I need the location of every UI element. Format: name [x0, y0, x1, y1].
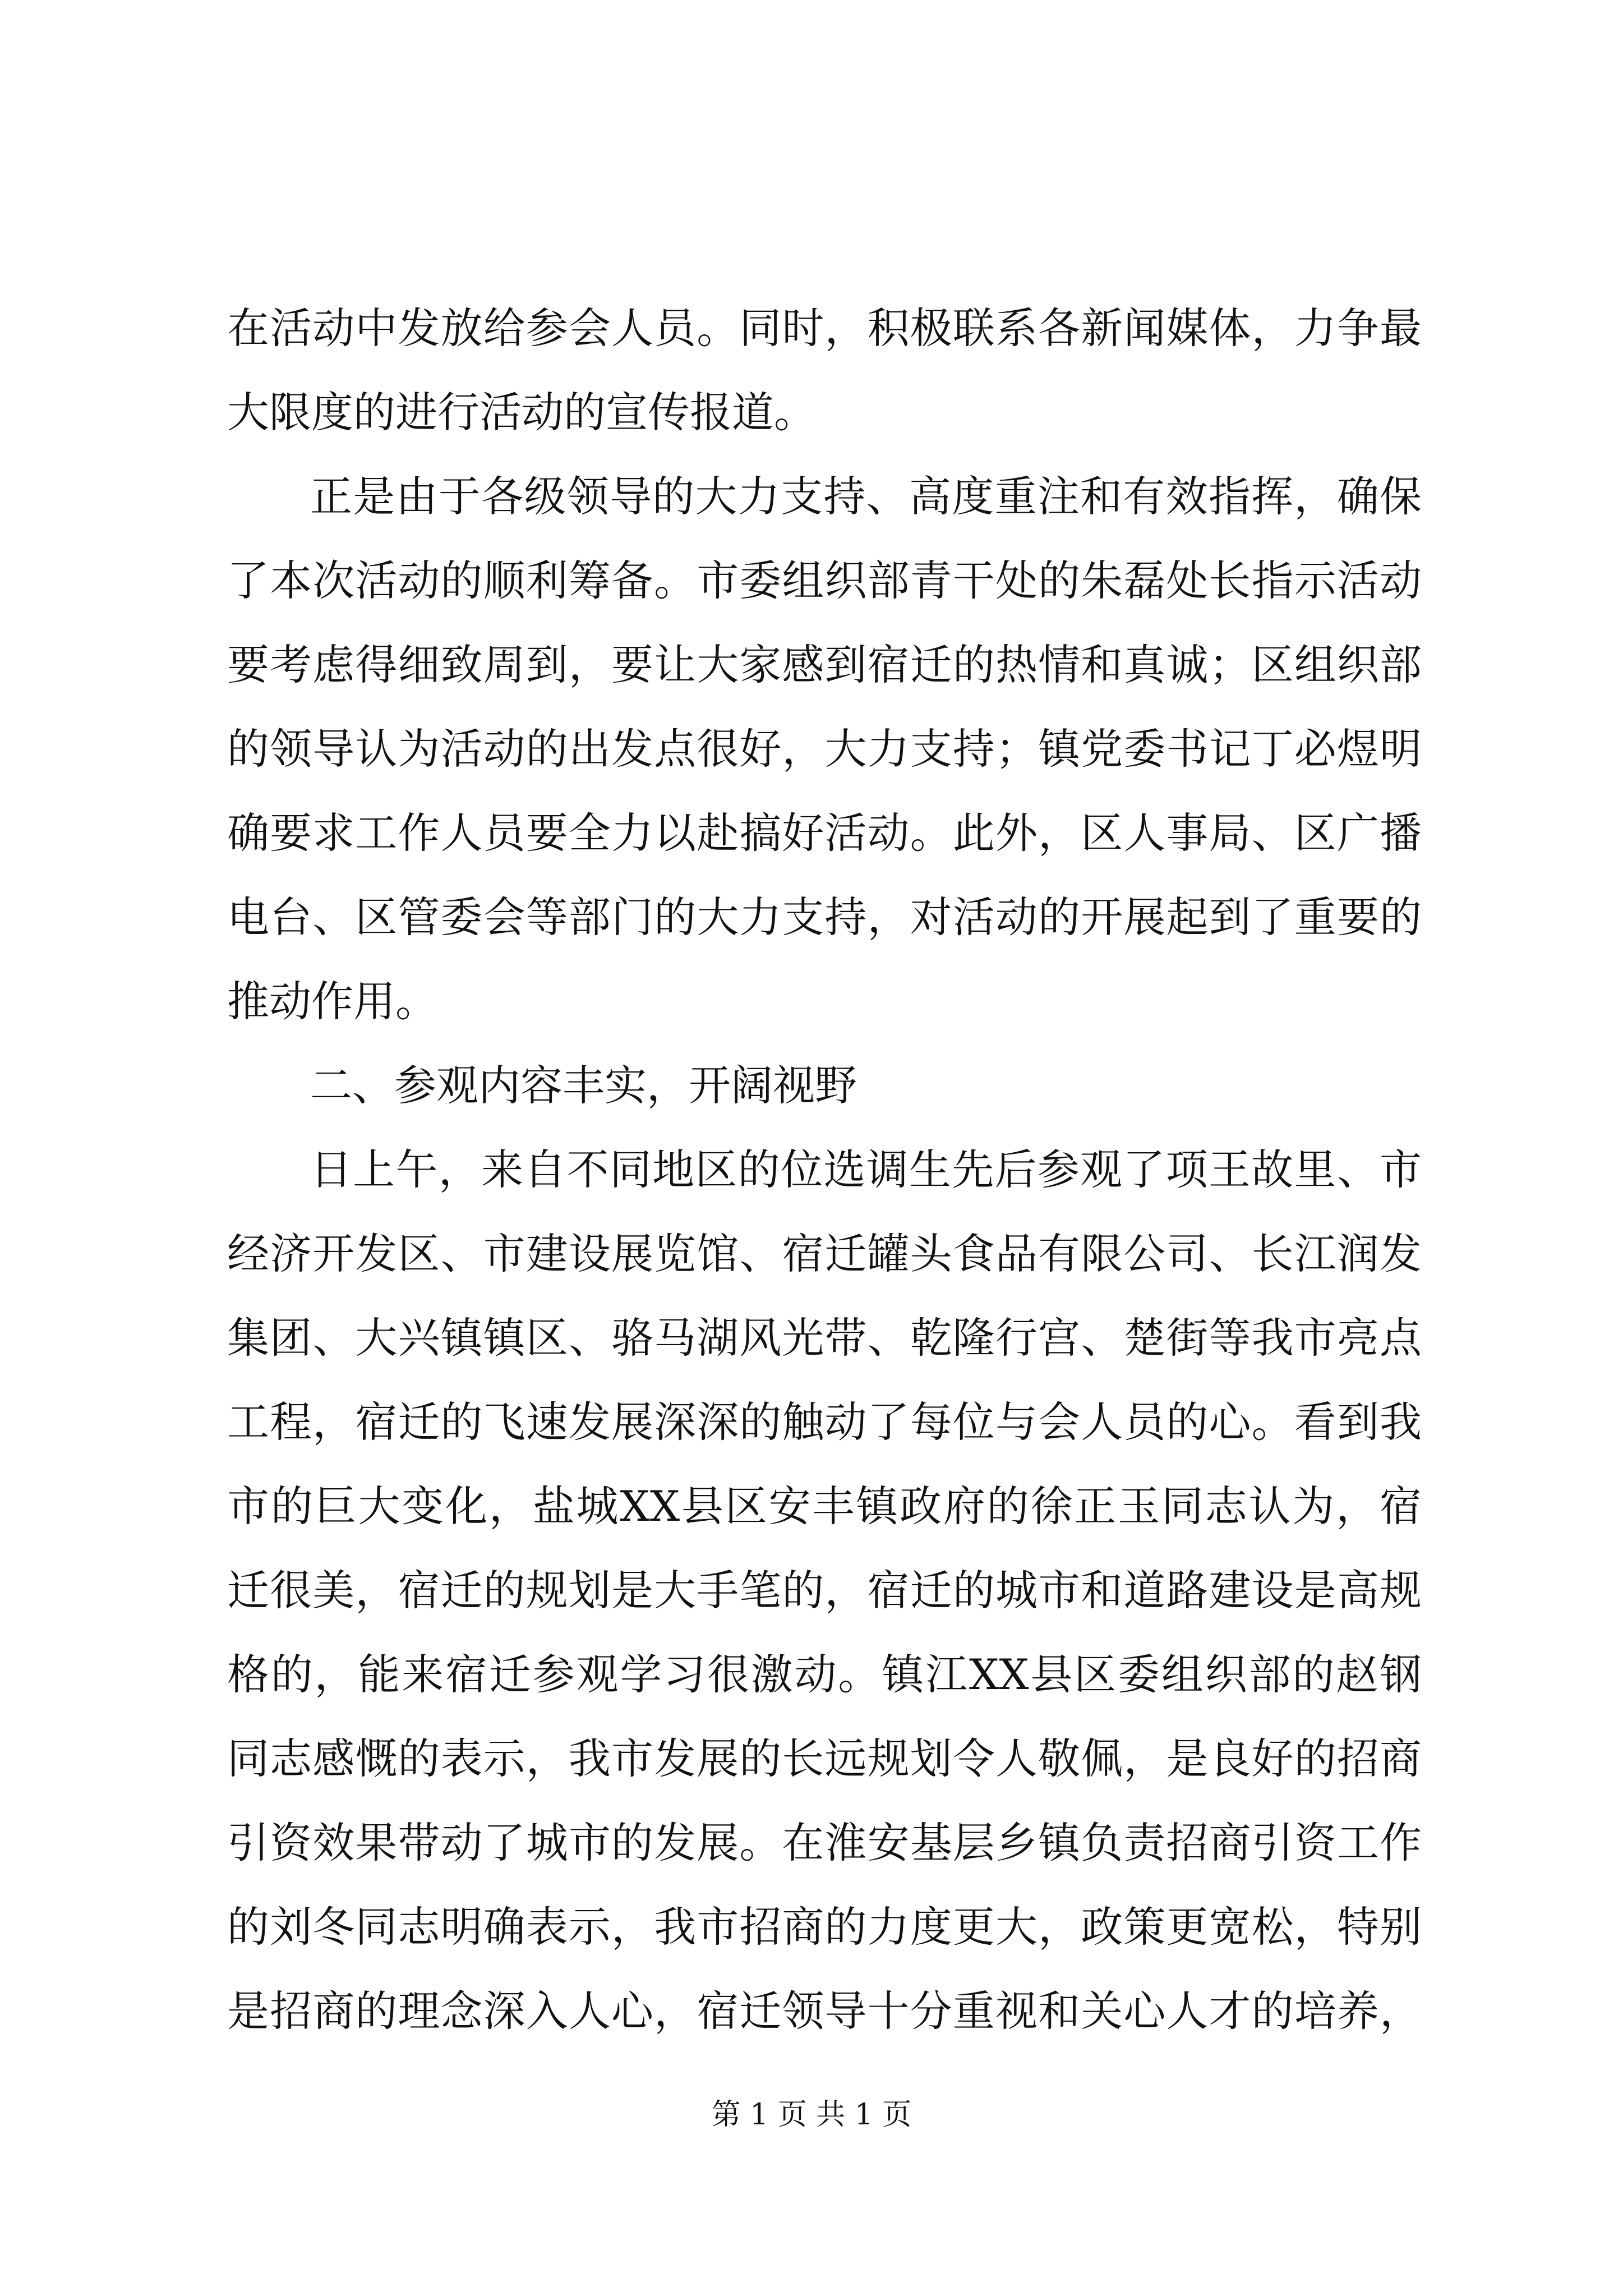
- text-line: 市的巨大变化，盐城XX县区安丰镇政府的徐正玉同志认为，宿: [227, 1481, 1422, 1531]
- text-line: 同志感慨的表示，我市发展的长远规划令人敬佩，是良好的招商: [227, 1734, 1422, 1783]
- text-line: 推动作用。: [227, 977, 438, 1026]
- text-line: 确要求工作人员要全力以赴搞好活动。此外，区人事局、区广播: [227, 808, 1422, 858]
- text-line: 引资效果带动了城市的发展。在淮安基层乡镇负责招商引资工作: [227, 1818, 1422, 1867]
- text-line: 经济开发区、市建设展览馆、宿迁罐头食品有限公司、长江润发: [227, 1229, 1422, 1278]
- text-line: 格的，能来宿迁参观学习很激动。镇江XX县区委组织部的赵钢: [227, 1650, 1422, 1699]
- text-line: 大限度的进行活动的宣传报道。: [227, 388, 817, 437]
- text-line: 要考虑得细致周到，要让大家感到宿迁的热情和真诚；区组织部: [227, 640, 1422, 689]
- section-heading: 二、参观内容丰实，开阔视野: [310, 1061, 857, 1110]
- text-line: 的领导认为活动的出发点很好，大力支持；镇党委书记丁必煜明: [227, 724, 1422, 774]
- text-line: 了本次活动的顺利筹备。市委组织部青干处的朱磊处长指示活动: [227, 556, 1422, 605]
- page-number-footer: 第 1 页 共 1 页: [711, 2098, 912, 2132]
- text-line: 集团、大兴镇镇区、骆马湖风光带、乾隆行宫、楚街等我市亮点: [227, 1313, 1422, 1363]
- text-line: 是招商的理念深入人心，宿迁领导十分重视和关心人才的培养，: [227, 1986, 1422, 2036]
- paragraph-first-line: 正是由于各级领导的大力支持、高度重注和有效指挥，确保: [310, 472, 1422, 521]
- text-line: 的刘冬同志明确表示，我市招商的力度更大，政策更宽松，特别: [227, 1902, 1422, 1952]
- paragraph-first-line: 日上午，来自不同地区的位选调生先后参观了项王故里、市: [310, 1145, 1422, 1194]
- text-line: 电台、区管委会等部门的大力支持，对活动的开展起到了重要的: [227, 892, 1422, 942]
- text-line: 迁很美，宿迁的规划是大手笔的，宿迁的城市和道路建设是高规: [227, 1566, 1422, 1615]
- text-line: 在活动中发放给参会人员。同时，积极联系各新闻媒体，力争最: [227, 303, 1422, 353]
- text-line: 工程，宿迁的飞速发展深深的触动了每位与会人员的心。看到我: [227, 1397, 1422, 1447]
